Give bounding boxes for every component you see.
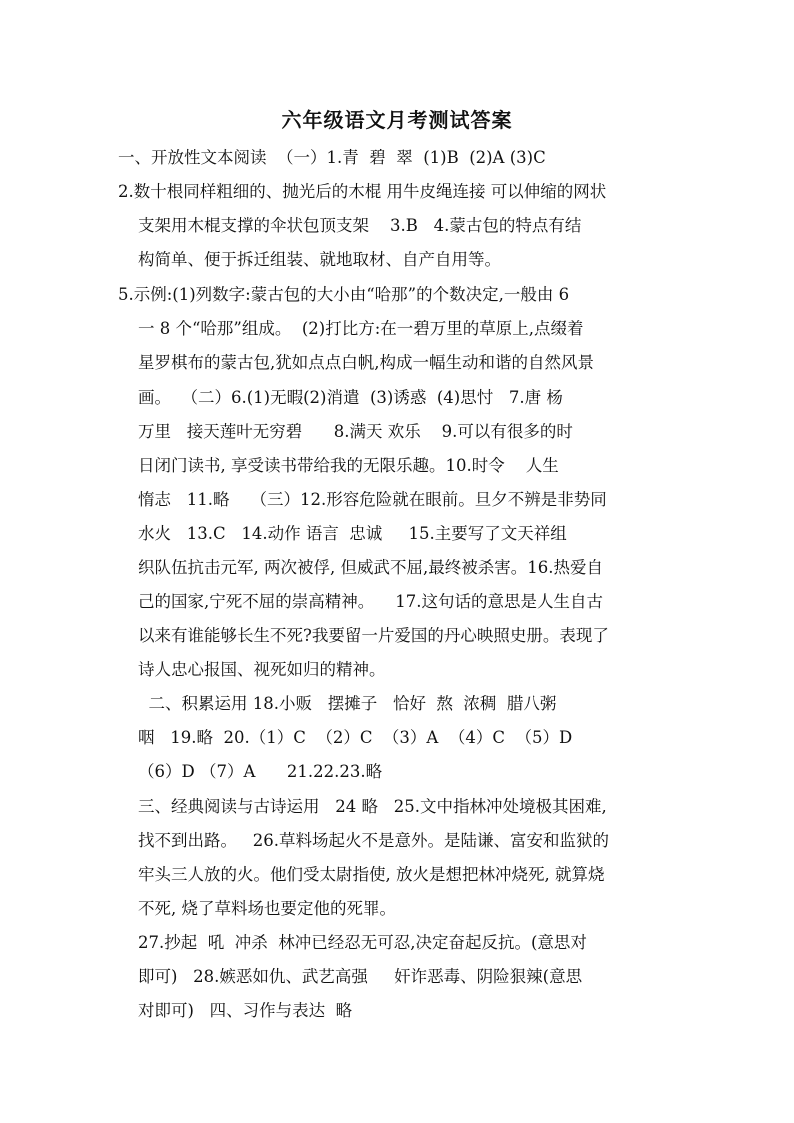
answer-line: 诗人忠心报国、视死如归的精神。: [138, 660, 386, 679]
answer-line: 构简单、便于拆迁组装、就地取材、自产自用等。: [138, 250, 501, 269]
answer-line: 找不到出路。 26.草料场起火不是意外。是陆谦、富安和监狱的: [138, 831, 609, 850]
answer-line: 织队伍抗击元军, 两次被俘, 但威武不屈,最终被杀害。16.热爱自: [138, 558, 603, 577]
answer-line: 日闭门读书, 享受读书带给我的无限乐趣。10.时令 人生: [138, 456, 559, 475]
answer-line: 万里 接天莲叶无穷碧 8.满天 欢乐 9.可以有很多的时: [138, 422, 573, 441]
answer-line: 画。 （二）6.(1)无暇(2)消遣 (3)诱惑 (4)思忖 7.唐 杨: [138, 388, 563, 407]
answer-line: 一、开放性文本阅读 （一）1.青 碧 翠 (1)B (2)A (3)C: [118, 148, 546, 167]
answer-line: 水火 13.C 14.动作 语言 忠诚 15.主要写了文天祥组: [138, 524, 567, 543]
answer-line: 27.抄起 吼 冲杀 林冲已经忍无可忍,决定奋起反抗。(意思对: [138, 933, 587, 952]
answer-line: 支架用木棍支撑的伞状包顶支架 3.B 4.蒙古包的特点有结: [138, 216, 582, 235]
answer-line: 对即可) 四、习作与表达 略: [138, 1001, 353, 1020]
answer-line: 三、经典阅读与古诗运用 24 略 25.文中指林冲处境极其困难,: [138, 797, 607, 816]
answer-line: 以来有谁能够长生不死?我要留一片爱国的丹心映照史册。表现了: [138, 626, 609, 645]
answer-line: 惰志 11.略 （三）12.形容危险就在眼前。旦夕不辨是非势同: [138, 490, 607, 509]
answer-line: 不死, 烧了草料场也要定他的死罪。: [138, 899, 396, 918]
answer-line: 星罗棋布的蒙古包,犹如点点白帆,构成一幅生动和谐的自然风景: [138, 353, 594, 372]
answer-line: 二、积累运用 18.小贩 摆摊子 恰好 熬 浓稠 腊八粥: [138, 694, 557, 713]
answer-line: （6）D （7）A 21.22.23.略: [138, 762, 383, 781]
answer-line: 己的国家,宁死不屈的崇高精神。 17.这句话的意思是人生自古: [138, 592, 603, 611]
answer-line: 牢头三人放的火。他们受太尉指使, 放火是想把林冲烧死, 就算烧: [138, 865, 605, 884]
answer-line: 即可) 28.嫉恶如仇、武艺高强 奸诈恶毒、阴险狠辣(意思: [138, 967, 583, 986]
answer-line: 一 8 个“哈那”组成。 (2)打比方:在一碧万里的草原上,点缀着: [138, 319, 584, 338]
answer-line: 咽 19.略 20.（1）C （2）C （3）A （4）C （5）D: [138, 728, 573, 747]
document-title: 六年级语文月考测试答案: [281, 108, 513, 132]
answer-line: 5.示例:(1)列数字:蒙古包的大小由“哈那”的个数决定,一般由 6: [118, 285, 570, 304]
answer-line: 2.数十根同样粗细的、抛光后的木棍 用牛皮绳连接 可以伸缩的网状: [118, 182, 607, 201]
